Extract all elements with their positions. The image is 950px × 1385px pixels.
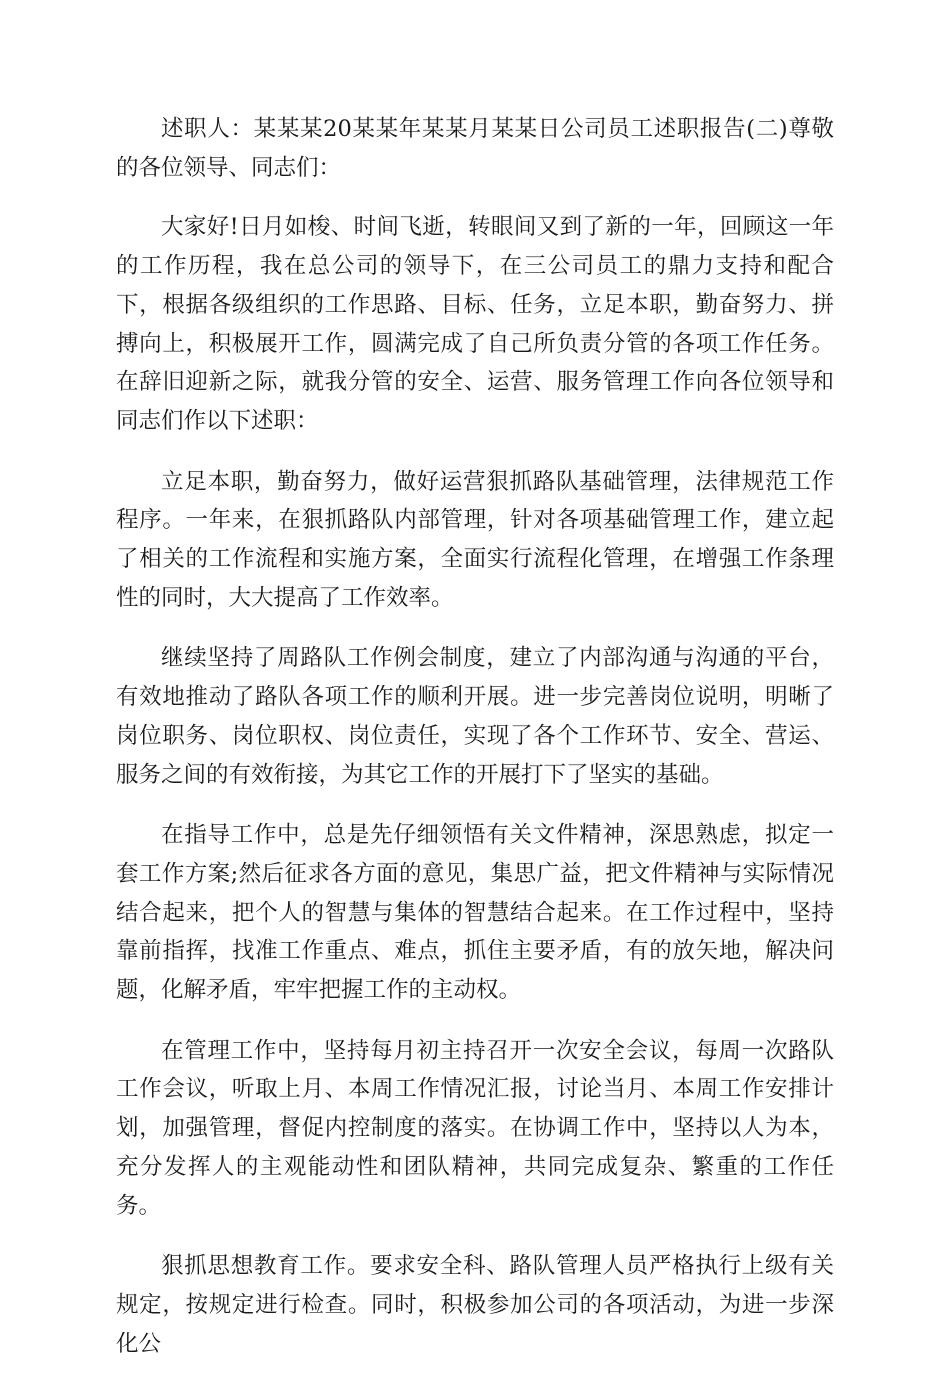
paragraph-3: 立足本职，勤奋努力，做好运营狠抓路队基础管理，法律规范工作程序。一年来，在狠抓路队内部管理，针对各项基础管理工作，建立起了相关的工作流程和实施方案，全面实行流程化管理，在增强工作条理性的同时，大大提高了工作效率。	[116, 468, 834, 611]
paragraph-7: 狠抓思想教育工作。要求安全科、路队管理人员严格执行上级有关规定，按规定进行检查。同时，积极参加公司的各项活动，为进一步深化公	[116, 1253, 834, 1357]
paragraph-4: 继续坚持了周路队工作例会制度，建立了内部沟通与沟通的平台，有效地推动了路队各项工作的顺利开展。进一步完善岗位说明，明晰了岗位职务、岗位职权、岗位责任，实现了各个工作环节、安全、营运、服务之间的有效衔接，为其它工作的开展打下了坚实的基础。	[116, 645, 834, 788]
paragraph-6: 在管理工作中，坚持每月初主持召开一次安全会议，每周一次路队工作会议，听取上月、本周工作情况汇报，讨论当月、本周工作安排计划，加强管理，督促内控制度的落实。在协调工作中，坚持以人为本，充分发挥人的主观能动性和团队精神，共同完成复杂、繁重的工作任务。	[116, 1037, 834, 1219]
paragraph-5: 在指导工作中，总是先仔细领悟有关文件精神，深思熟虑，拟定一套工作方案;然后征求各方面的意见，集思广益，把文件精神与实际情况结合起来，把个人的智慧与集体的智慧结合起来。在工作过程中，坚持靠前指挥，找准工作重点、难点，抓住主要矛盾，有的放矢地，解决问题，化解矛盾，牢牢把握工作的主动权。	[116, 822, 834, 1004]
document-page	[116, 110, 834, 1385]
paragraph-1: 述职人：某某某20某某年某某月某某日公司员工述职报告(二)尊敬的各位领导、同志们：	[116, 116, 834, 181]
paragraph-2: 大家好!日月如梭、时间飞逝，转眼间又到了新的一年，回顾这一年的工作历程，我在总公司的领导下，在三公司员工的鼎力支持和配合下，根据各级组织的工作思路、目标、任务，立足本职，勤奋努力、拼搏向上，积极展开工作，圆满完成了自己所负责分管的各项工作任务。在辞旧迎新之际，就我分管的安全、运营、服务管理工作向各位领导和同志们作以下述职：	[116, 214, 834, 434]
